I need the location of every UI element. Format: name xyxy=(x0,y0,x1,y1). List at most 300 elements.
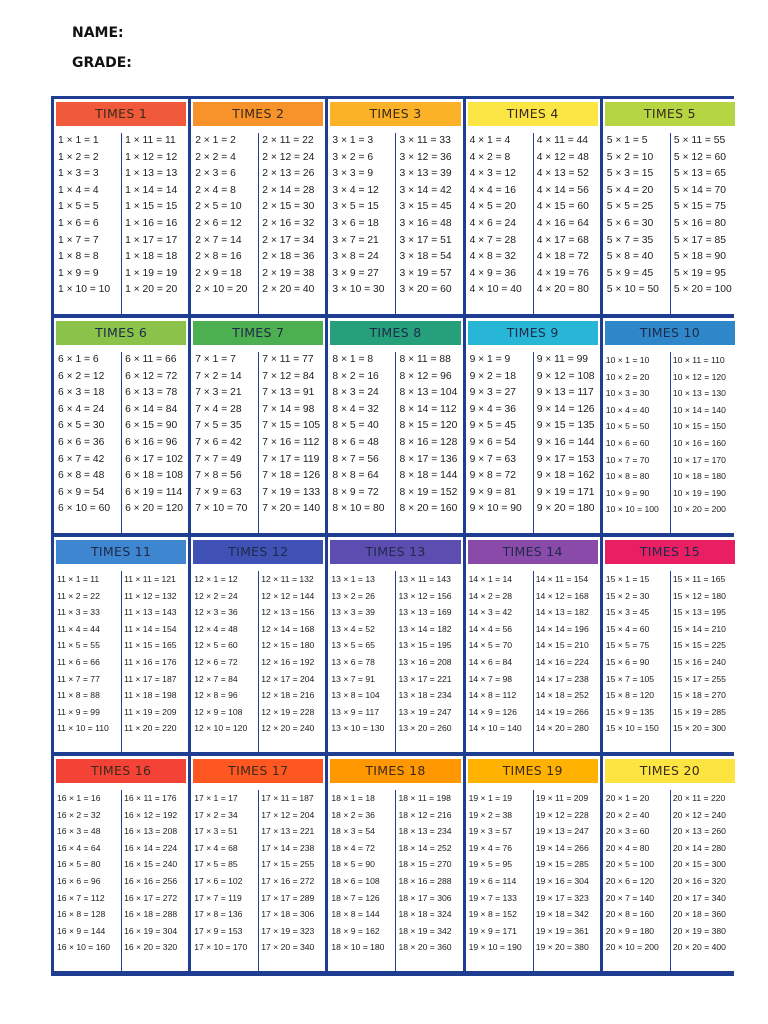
multiplication-fact: 12 × 3 = 36 xyxy=(194,607,238,618)
times-table-title-text: TIMES 15 xyxy=(639,544,700,559)
multiplication-fact: 15 × 15 = 225 xyxy=(672,640,726,651)
times-table-title-text: TIMES 6 xyxy=(95,325,148,340)
multiplication-fact: 1 × 20 = 20 xyxy=(125,284,178,296)
multiplication-fact: 2 × 10 = 20 xyxy=(195,284,248,296)
multiplication-fact: 13 × 6 = 78 xyxy=(331,657,375,667)
multiplication-fact: 17 × 11 = 187 xyxy=(261,793,314,803)
times-table-title-text: TIMES 10 xyxy=(639,325,700,340)
multiplication-fact: 7 × 8 = 56 xyxy=(195,470,242,482)
multiplication-fact: 11 × 10 = 110 xyxy=(57,723,109,734)
multiplication-fact: 15 × 17 = 255 xyxy=(672,673,726,684)
multiplication-fact: 2 × 12 = 24 xyxy=(262,151,315,163)
multiplication-fact: 5 × 3 = 15 xyxy=(606,168,654,180)
multiplication-fact: 15 × 19 = 285 xyxy=(672,706,726,717)
multiplication-fact: 19 × 20 = 380 xyxy=(535,942,589,953)
times-table-title-text: TIMES 4 xyxy=(506,106,559,121)
multiplication-fact: 11 × 1 = 11 xyxy=(57,574,100,584)
multiplication-fact: 20 × 18 = 360 xyxy=(672,909,726,920)
multiplication-fact: 10 × 16 = 160 xyxy=(672,438,726,448)
multiplication-fact: 9 × 20 = 180 xyxy=(536,503,595,515)
multiplication-fact: 3 × 15 = 45 xyxy=(399,201,452,213)
multiplication-fact: 6 × 3 = 18 xyxy=(58,387,105,399)
multiplication-fact: 2 × 9 = 18 xyxy=(195,267,242,279)
multiplication-fact: 14 × 13 = 182 xyxy=(535,607,589,618)
multiplication-fact: 1 × 15 = 15 xyxy=(125,201,178,213)
facts-column-right xyxy=(670,790,737,971)
multiplication-fact: 14 × 12 = 168 xyxy=(535,590,589,601)
multiplication-fact: 4 × 3 = 12 xyxy=(469,168,516,180)
multiplication-fact: 8 × 2 = 16 xyxy=(332,370,379,382)
multiplication-fact: 3 × 12 = 36 xyxy=(399,151,452,163)
multiplication-fact: 14 × 10 = 140 xyxy=(468,723,522,734)
times-table-title xyxy=(193,540,323,564)
multiplication-fact: 3 × 9 = 27 xyxy=(332,267,379,279)
times-table-title-text: TIMES 20 xyxy=(639,763,700,778)
multiplication-fact: 19 × 2 = 38 xyxy=(468,809,513,820)
multiplication-fact: 17 × 14 = 238 xyxy=(261,842,315,853)
multiplication-fact: 14 × 8 = 112 xyxy=(468,690,517,701)
multiplication-fact: 6 × 13 = 78 xyxy=(125,387,178,399)
times-table-title xyxy=(330,102,460,126)
times-table-block xyxy=(603,99,737,314)
multiplication-fact: 5 × 17 = 85 xyxy=(673,234,726,246)
times-table-block xyxy=(466,99,600,314)
multiplication-fact: 7 × 6 = 42 xyxy=(195,437,242,448)
multiplication-fact: 19 × 7 = 133 xyxy=(468,892,517,903)
multiplication-fact: 8 × 6 = 48 xyxy=(332,437,379,448)
multiplication-fact: 10 × 9 = 90 xyxy=(605,487,650,498)
multiplication-fact: 16 × 8 = 128 xyxy=(57,909,106,920)
multiplication-fact: 16 × 17 = 272 xyxy=(124,892,178,903)
multiplication-fact: 18 × 18 = 324 xyxy=(398,909,452,920)
multiplication-fact: 14 × 19 = 266 xyxy=(535,706,589,717)
multiplication-fact: 20 × 8 = 160 xyxy=(605,909,655,920)
multiplication-fact: 11 × 16 = 176 xyxy=(124,657,177,667)
multiplication-fact: 17 × 6 = 102 xyxy=(194,876,243,886)
facts-column-right xyxy=(670,352,737,533)
multiplication-fact: 17 × 9 = 153 xyxy=(194,925,243,936)
multiplication-fact: 13 × 18 = 234 xyxy=(398,690,452,701)
multiplication-fact: 12 × 19 = 228 xyxy=(261,706,315,717)
times-table-title xyxy=(330,540,460,564)
multiplication-fact: 1 × 10 = 10 xyxy=(58,284,111,296)
multiplication-fact: 15 × 16 = 240 xyxy=(672,657,726,667)
multiplication-fact: 15 × 20 = 300 xyxy=(672,723,726,734)
multiplication-fact: 9 × 10 = 90 xyxy=(469,503,522,515)
multiplication-fact: 20 × 13 = 260 xyxy=(672,826,726,837)
facts-column-right xyxy=(533,790,600,971)
multiplication-fact: 1 × 9 = 9 xyxy=(58,267,99,279)
multiplication-fact: 5 × 19 = 95 xyxy=(673,267,726,279)
multiplication-fact: 5 × 1 = 5 xyxy=(606,135,648,146)
multiplication-fact: 20 × 4 = 80 xyxy=(605,842,650,853)
times-table-title-text: TIMES 9 xyxy=(506,325,559,340)
multiplication-fact: 5 × 10 = 50 xyxy=(606,284,659,296)
multiplication-fact: 12 × 6 = 72 xyxy=(194,657,238,667)
multiplication-fact: 4 × 2 = 8 xyxy=(469,151,511,163)
multiplication-fact: 11 × 13 = 143 xyxy=(124,607,177,618)
multiplication-fact: 16 × 7 = 112 xyxy=(57,892,105,903)
multiplication-fact: 17 × 10 = 170 xyxy=(194,942,248,953)
multiplication-fact: 11 × 17 = 187 xyxy=(124,673,177,684)
multiplication-fact: 4 × 17 = 68 xyxy=(536,234,589,246)
multiplication-fact: 19 × 11 = 209 xyxy=(535,793,589,803)
multiplication-fact: 6 × 2 = 12 xyxy=(58,370,105,382)
multiplication-fact: 9 × 13 = 117 xyxy=(536,387,594,399)
multiplication-fact: 10 × 17 = 170 xyxy=(672,454,726,465)
multiplication-fact: 15 × 18 = 270 xyxy=(672,690,726,701)
multiplication-fact: 16 × 19 = 304 xyxy=(124,925,178,936)
multiplication-fact: 5 × 11 = 55 xyxy=(673,135,726,146)
multiplication-fact: 7 × 19 = 133 xyxy=(262,486,321,498)
multiplication-fact: 12 × 16 = 192 xyxy=(261,657,315,667)
multiplication-fact: 12 × 11 = 132 xyxy=(261,574,314,584)
times-table-title xyxy=(56,759,186,783)
multiplication-fact: 1 × 16 = 16 xyxy=(125,218,178,229)
multiplication-fact: 20 × 6 = 120 xyxy=(605,876,655,886)
times-table-title xyxy=(605,102,735,126)
multiplication-fact: 15 × 12 = 180 xyxy=(672,590,726,601)
multiplication-fact: 15 × 7 = 105 xyxy=(605,673,655,684)
facts-column-left xyxy=(328,133,396,314)
multiplication-fact: 1 × 18 = 18 xyxy=(125,251,178,263)
multiplication-fact: 4 × 13 = 52 xyxy=(536,168,589,180)
multiplication-fact: 4 × 8 = 32 xyxy=(469,251,516,263)
multiplication-fact: 8 × 18 = 144 xyxy=(399,470,458,482)
multiplication-fact: 4 × 15 = 60 xyxy=(536,201,589,213)
multiplication-fact: 12 × 4 = 48 xyxy=(194,623,238,634)
times-table-title-text: TIMES 8 xyxy=(369,325,422,340)
multiplication-fact: 17 × 5 = 85 xyxy=(194,859,238,870)
multiplication-fact: 17 × 20 = 340 xyxy=(261,942,315,953)
multiplication-fact: 6 × 11 = 66 xyxy=(125,354,177,365)
multiplication-fact: 13 × 19 = 247 xyxy=(398,706,452,717)
multiplication-fact: 13 × 3 = 39 xyxy=(331,607,375,618)
multiplication-fact: 4 × 6 = 24 xyxy=(469,218,516,229)
multiplication-fact: 12 × 9 = 108 xyxy=(194,706,243,717)
facts-column-left xyxy=(466,790,534,971)
times-table-title xyxy=(605,759,735,783)
multiplication-fact: 20 × 20 = 400 xyxy=(672,942,726,953)
multiplication-fact: 13 × 7 = 91 xyxy=(331,673,375,684)
multiplication-fact: 7 × 5 = 35 xyxy=(195,420,242,432)
facts-column-right xyxy=(670,133,737,314)
times-table-block xyxy=(328,756,462,971)
multiplication-fact: 2 × 14 = 28 xyxy=(262,184,315,196)
multiplication-fact: 9 × 19 = 171 xyxy=(536,486,595,498)
multiplication-fact: 3 × 17 = 51 xyxy=(399,234,452,246)
multiplication-fact: 17 × 7 = 119 xyxy=(194,892,242,903)
multiplication-fact: 12 × 7 = 84 xyxy=(194,673,238,684)
multiplication-fact: 18 × 7 = 126 xyxy=(331,892,380,903)
facts-column-left xyxy=(191,352,259,533)
multiplication-fact: 15 × 4 = 60 xyxy=(605,623,650,634)
multiplication-fact: 15 × 2 = 30 xyxy=(605,590,650,601)
multiplication-fact: 16 × 5 = 80 xyxy=(57,859,101,870)
multiplication-fact: 19 × 5 = 95 xyxy=(468,859,513,870)
times-table-title-text: TIMES 2 xyxy=(232,106,285,121)
multiplication-fact: 7 × 4 = 28 xyxy=(195,403,242,415)
multiplication-fact: 14 × 20 = 280 xyxy=(535,723,589,734)
facts-column-right xyxy=(258,790,325,971)
multiplication-fact: 17 × 18 = 306 xyxy=(261,909,315,920)
multiplication-fact: 14 × 17 = 238 xyxy=(535,673,589,684)
multiplication-fact: 16 × 14 = 224 xyxy=(124,842,178,853)
multiplication-fact: 18 × 5 = 90 xyxy=(331,859,375,870)
multiplication-fact: 18 × 19 = 342 xyxy=(398,925,452,936)
multiplication-fact: 4 × 7 = 28 xyxy=(469,234,516,246)
multiplication-fact: 3 × 14 = 42 xyxy=(399,184,452,196)
multiplication-fact: 13 × 17 = 221 xyxy=(398,673,452,684)
multiplication-fact: 2 × 17 = 34 xyxy=(262,234,315,246)
multiplication-fact: 14 × 15 = 210 xyxy=(535,640,589,651)
multiplication-fact: 14 × 3 = 42 xyxy=(468,607,513,618)
multiplication-fact: 2 × 4 = 8 xyxy=(195,184,236,196)
multiplication-fact: 14 × 18 = 252 xyxy=(535,690,589,701)
multiplication-fact: 7 × 13 = 91 xyxy=(262,387,315,399)
multiplication-fact: 8 × 1 = 8 xyxy=(332,354,374,365)
multiplication-fact: 7 × 20 = 140 xyxy=(262,503,321,515)
multiplication-fact: 6 × 7 = 42 xyxy=(58,453,105,465)
multiplication-fact: 18 × 3 = 54 xyxy=(331,826,375,837)
multiplication-fact: 11 × 15 = 165 xyxy=(124,640,177,651)
multiplication-fact: 12 × 8 = 96 xyxy=(194,690,238,701)
times-table-block xyxy=(603,756,737,971)
facts-column-right xyxy=(670,571,737,752)
facts-column-right xyxy=(533,352,600,533)
multiplication-fact: 16 × 16 = 256 xyxy=(124,876,178,886)
multiplication-fact: 11 × 7 = 77 xyxy=(57,673,100,684)
multiplication-fact: 3 × 8 = 24 xyxy=(332,251,379,263)
facts-column-left xyxy=(191,133,259,314)
times-table-block xyxy=(191,756,325,971)
multiplication-fact: 20 × 2 = 40 xyxy=(605,809,650,820)
multiplication-fact: 19 × 10 = 190 xyxy=(468,942,522,953)
multiplication-fact: 20 × 1 = 20 xyxy=(605,793,650,803)
multiplication-fact: 5 × 12 = 60 xyxy=(673,151,726,163)
multiplication-fact: 5 × 7 = 35 xyxy=(606,234,654,246)
multiplication-fact: 11 × 3 = 33 xyxy=(57,607,100,618)
multiplication-fact: 19 × 15 = 285 xyxy=(535,859,589,870)
multiplication-fact: 4 × 10 = 40 xyxy=(469,284,522,296)
multiplication-fact: 5 × 13 = 65 xyxy=(673,168,726,180)
times-table-block xyxy=(191,99,325,314)
multiplication-fact: 10 × 13 = 130 xyxy=(672,388,726,399)
multiplication-fact: 1 × 12 = 12 xyxy=(125,151,178,163)
multiplication-fact: 16 × 4 = 64 xyxy=(57,842,101,853)
multiplication-fact: 8 × 5 = 40 xyxy=(332,420,379,432)
multiplication-fact: 14 × 6 = 84 xyxy=(468,657,513,667)
multiplication-fact: 10 × 7 = 70 xyxy=(605,454,650,465)
multiplication-fact: 20 × 10 = 200 xyxy=(605,942,659,953)
facts-column-right xyxy=(121,790,188,971)
multiplication-fact: 2 × 13 = 26 xyxy=(262,168,315,180)
multiplication-fact: 8 × 9 = 72 xyxy=(332,486,379,498)
multiplication-fact: 6 × 16 = 96 xyxy=(125,437,178,448)
times-table-title xyxy=(468,759,598,783)
multiplication-fact: 18 × 1 = 18 xyxy=(331,793,375,803)
times-table-title xyxy=(605,540,735,564)
multiplication-fact: 15 × 8 = 120 xyxy=(605,690,655,701)
multiplication-fact: 18 × 14 = 252 xyxy=(398,842,452,853)
multiplication-fact: 9 × 9 = 81 xyxy=(469,486,516,498)
multiplication-fact: 2 × 16 = 32 xyxy=(262,218,315,229)
facts-column-right xyxy=(121,352,188,533)
facts-column-left xyxy=(54,571,122,752)
multiplication-fact: 4 × 4 = 16 xyxy=(469,184,516,196)
times-table-title xyxy=(468,540,598,564)
multiplication-fact: 12 × 10 = 120 xyxy=(194,723,248,734)
multiplication-fact: 4 × 14 = 56 xyxy=(536,184,589,196)
multiplication-fact: 4 × 9 = 36 xyxy=(469,267,516,279)
multiplication-fact: 3 × 6 = 18 xyxy=(332,218,379,229)
multiplication-fact: 6 × 10 = 60 xyxy=(58,503,111,515)
multiplication-fact: 18 × 4 = 72 xyxy=(331,842,375,853)
multiplication-fact: 3 × 2 = 6 xyxy=(332,151,374,163)
facts-column-left xyxy=(603,133,671,314)
multiplication-fact: 18 × 16 = 288 xyxy=(398,876,452,886)
facts-column-left xyxy=(466,133,534,314)
multiplication-fact: 11 × 6 = 66 xyxy=(57,657,100,667)
multiplication-fact: 20 × 11 = 220 xyxy=(672,793,726,803)
multiplication-fact: 4 × 20 = 80 xyxy=(536,284,589,296)
multiplication-fact: 18 × 10 = 180 xyxy=(331,942,385,953)
multiplication-fact: 5 × 16 = 80 xyxy=(673,218,726,229)
times-table-block xyxy=(54,537,188,752)
multiplication-fact: 3 × 18 = 54 xyxy=(399,251,452,263)
multiplication-fact: 19 × 8 = 152 xyxy=(468,909,517,920)
facts-column-right xyxy=(121,133,188,314)
multiplication-fact: 1 × 11 = 11 xyxy=(125,135,176,146)
times-table-title-text: TIMES 18 xyxy=(365,763,426,778)
multiplication-fact: 7 × 9 = 63 xyxy=(195,486,242,498)
times-table-title-text: TIMES 11 xyxy=(90,544,152,559)
multiplication-fact: 10 × 5 = 50 xyxy=(605,421,650,432)
multiplication-fact: 18 × 9 = 162 xyxy=(331,925,380,936)
multiplication-fact: 8 × 11 = 88 xyxy=(399,354,451,365)
multiplication-fact: 3 × 3 = 9 xyxy=(332,168,374,180)
facts-column-right xyxy=(395,790,462,971)
multiplication-fact: 3 × 10 = 30 xyxy=(332,284,385,296)
multiplication-fact: 16 × 2 = 32 xyxy=(57,809,101,820)
facts-column-right xyxy=(533,571,600,752)
multiplication-fact: 1 × 13 = 13 xyxy=(125,168,178,180)
multiplication-fact: 17 × 8 = 136 xyxy=(194,909,243,920)
facts-column-left xyxy=(328,571,396,752)
multiplication-fact: 16 × 15 = 240 xyxy=(124,859,178,870)
times-table-title-text: TIMES 12 xyxy=(228,544,289,559)
multiplication-fact: 2 × 18 = 36 xyxy=(262,251,315,263)
multiplication-fact: 15 × 13 = 195 xyxy=(672,607,726,618)
multiplication-fact: 19 × 3 = 57 xyxy=(468,826,513,837)
multiplication-fact: 19 × 14 = 266 xyxy=(535,842,589,853)
multiplication-fact: 5 × 5 = 25 xyxy=(606,201,654,213)
times-table-block xyxy=(328,318,462,533)
grade-label: GRADE: xyxy=(72,55,132,71)
multiplication-fact: 6 × 8 = 48 xyxy=(58,470,105,482)
multiplication-fact: 20 × 15 = 300 xyxy=(672,859,726,870)
multiplication-fact: 9 × 3 = 27 xyxy=(469,387,516,399)
multiplication-fact: 9 × 1 = 9 xyxy=(469,354,511,365)
multiplication-fact: 12 × 17 = 204 xyxy=(261,673,315,684)
multiplication-fact: 13 × 16 = 208 xyxy=(398,657,452,667)
facts-column-right xyxy=(395,352,462,533)
multiplication-fact: 3 × 13 = 39 xyxy=(399,168,452,180)
multiplication-fact: 9 × 8 = 72 xyxy=(469,470,516,482)
multiplication-fact: 2 × 11 = 22 xyxy=(262,135,314,146)
multiplication-fact: 20 × 16 = 320 xyxy=(672,876,726,886)
multiplication-fact: 5 × 9 = 45 xyxy=(606,267,654,279)
multiplication-fact: 9 × 5 = 45 xyxy=(469,420,516,432)
multiplication-fact: 2 × 19 = 38 xyxy=(262,267,315,279)
multiplication-fact: 8 × 13 = 104 xyxy=(399,387,458,399)
times-table-title xyxy=(56,321,186,345)
multiplication-fact: 19 × 19 = 361 xyxy=(535,925,589,936)
multiplication-fact: 13 × 14 = 182 xyxy=(398,623,452,634)
multiplication-fact: 4 × 12 = 48 xyxy=(536,151,589,163)
multiplication-fact: 3 × 1 = 3 xyxy=(332,135,374,146)
multiplication-fact: 17 × 1 = 17 xyxy=(194,793,238,803)
multiplication-fact: 17 × 13 = 221 xyxy=(261,826,315,837)
multiplication-fact: 17 × 16 = 272 xyxy=(261,876,315,886)
multiplication-fact: 19 × 9 = 171 xyxy=(468,925,517,936)
multiplication-fact: 8 × 3 = 24 xyxy=(332,387,379,399)
multiplication-fact: 18 × 12 = 216 xyxy=(398,809,452,820)
multiplication-fact: 12 × 1 = 12 xyxy=(194,574,238,584)
multiplication-fact: 9 × 15 = 135 xyxy=(536,420,595,432)
multiplication-fact: 17 × 19 = 323 xyxy=(261,925,315,936)
times-table-title-text: TIMES 3 xyxy=(369,106,422,121)
facts-column-left xyxy=(466,352,534,533)
multiplication-fact: 2 × 8 = 16 xyxy=(195,251,242,263)
multiplication-fact: 9 × 18 = 162 xyxy=(536,470,595,482)
multiplication-fact: 18 × 8 = 144 xyxy=(331,909,380,920)
multiplication-fact: 5 × 4 = 20 xyxy=(606,184,654,196)
multiplication-fact: 18 × 17 = 306 xyxy=(398,892,452,903)
multiplication-fact: 1 × 17 = 17 xyxy=(125,234,178,246)
multiplication-fact: 5 × 15 = 75 xyxy=(673,201,726,213)
multiplication-fact: 12 × 2 = 24 xyxy=(194,590,238,601)
times-table-title xyxy=(56,102,186,126)
multiplication-fact: 8 × 15 = 120 xyxy=(399,420,458,432)
multiplication-fact: 16 × 12 = 192 xyxy=(124,809,178,820)
times-table-block xyxy=(466,756,600,971)
multiplication-fact: 17 × 2 = 34 xyxy=(194,809,238,820)
multiplication-fact: 11 × 8 = 88 xyxy=(57,690,100,701)
multiplication-fact: 9 × 17 = 153 xyxy=(536,453,595,465)
multiplication-fact: 7 × 14 = 98 xyxy=(262,403,315,415)
multiplication-fact: 13 × 11 = 143 xyxy=(398,574,451,584)
multiplication-fact: 19 × 17 = 323 xyxy=(535,892,589,903)
multiplication-fact: 19 × 16 = 304 xyxy=(535,876,589,886)
multiplication-fact: 8 × 4 = 32 xyxy=(332,403,379,415)
multiplication-fact: 14 × 14 = 196 xyxy=(535,623,589,634)
multiplication-fact: 20 × 3 = 60 xyxy=(605,826,650,837)
times-table-title-text: TIMES 16 xyxy=(90,763,152,778)
multiplication-fact: 9 × 6 = 54 xyxy=(469,437,516,448)
times-table-block xyxy=(603,537,737,752)
times-table-title xyxy=(193,321,323,345)
multiplication-fact: 8 × 20 = 160 xyxy=(399,503,458,515)
multiplication-fact: 10 × 1 = 10 xyxy=(605,355,650,365)
multiplication-fact: 12 × 13 = 156 xyxy=(261,607,315,618)
multiplication-fact: 10 × 4 = 40 xyxy=(605,404,650,415)
multiplication-fact: 4 × 5 = 20 xyxy=(469,201,516,213)
multiplication-fact: 3 × 19 = 57 xyxy=(399,267,452,279)
times-table-title xyxy=(330,759,460,783)
multiplication-fact: 19 × 18 = 342 xyxy=(535,909,589,920)
multiplication-fact: 13 × 15 = 195 xyxy=(398,640,452,651)
